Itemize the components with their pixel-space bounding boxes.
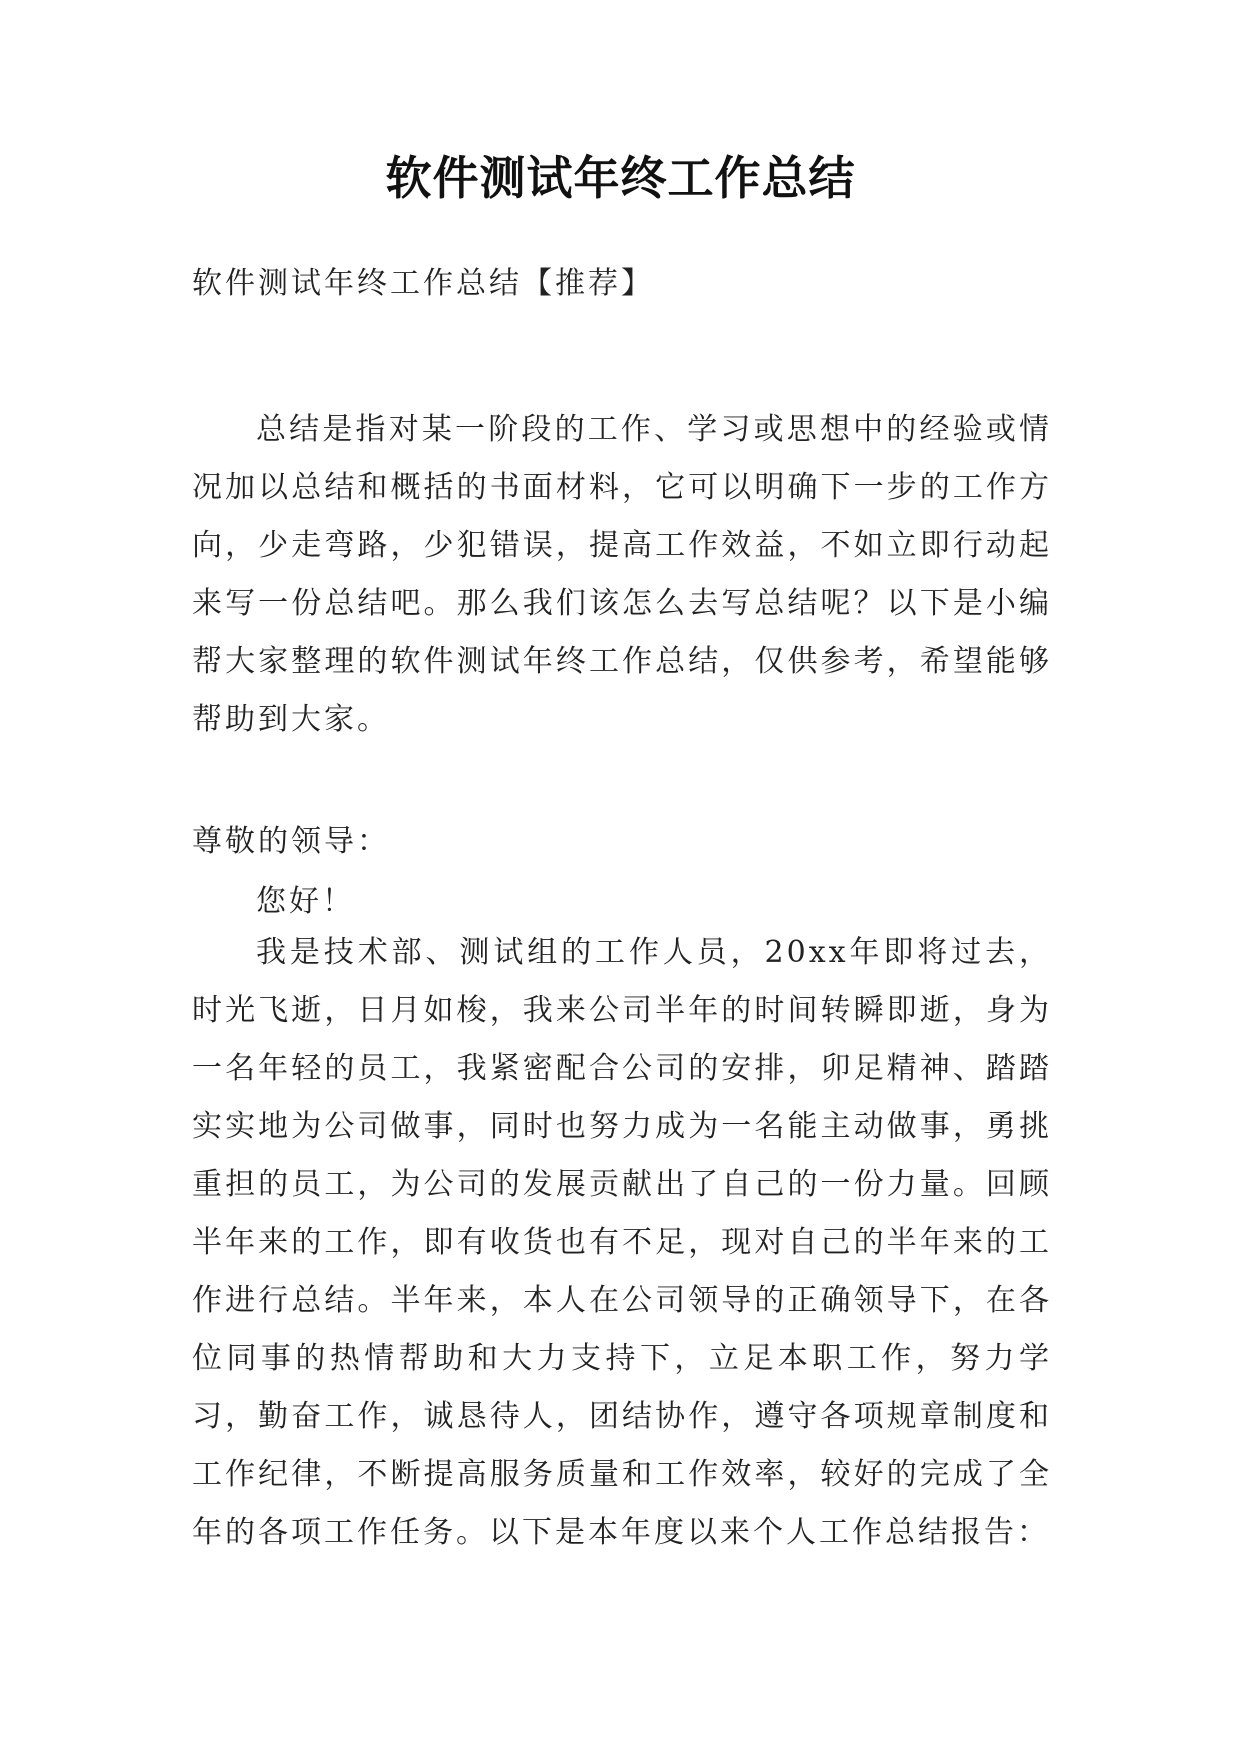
greeting: 您好！ — [256, 884, 355, 919]
body-paragraph: 我是技术部、测试组的工作人员，20xx年即将过去，时光飞逝，日月如梭，我来公司半年的时间转瞬即逝，身为一名年轻的员工，我紧密配合公司的安排，卯足精神、踏踏实实地为公司做事，同时也努力成为一名能主动做事，勇挑重担的员工，为公司的发展贡献出了自己的一份力量。回顾半年来的工作，即有收货也有不足，现对自己的半年来的工作进行总结。半年来，本人在公司领导的正确领导下，在各位同事的热情帮助和大力支持下，立足本职工作，努力学习，勤奋工作，诚恳待人，团结协作，遵守各项规章制度和工作纪律，不断提高服务质量和工作效率，较好的完成了全年的各项工作任务。以下是本年度以来个人工作总结报告： — [192, 935, 1052, 1550]
document-title: 软件测试年终工作总结 — [385, 151, 856, 205]
salutation: 尊敬的领导： — [192, 824, 390, 859]
document-subtitle: 软件测试年终工作总结【推荐】 — [192, 266, 654, 301]
intro-paragraph: 总结是指对某一阶段的工作、学习或思想中的经验或情况加以总结和概括的书面材料，它可以明确下一步的工作方向，少走弯路，少犯错误，提高工作效益，不如立即行动起来写一份总结吧。那么我们该怎么去写总结呢？以下是小编帮大家整理的软件测试年终工作总结，仅供参考，希望能够帮助到大家。 — [192, 412, 1052, 737]
